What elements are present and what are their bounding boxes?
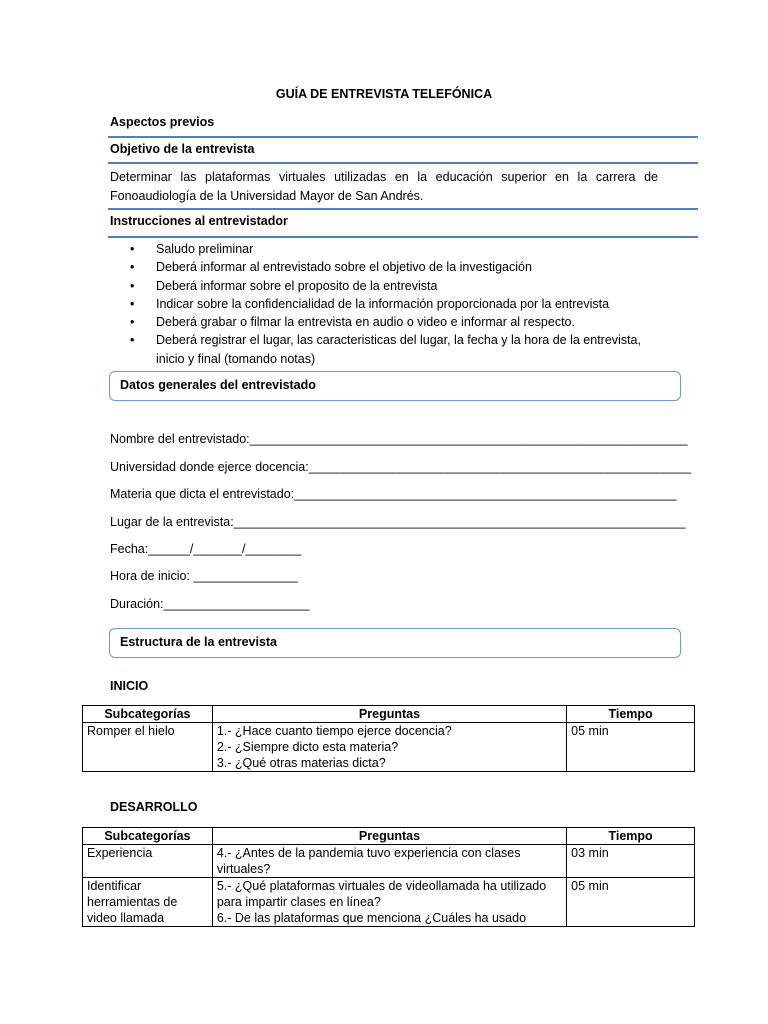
list-item-text: Deberá registrar el lugar, las caracteristicas del lugar, la fecha y la hora de la entrevista, inicio y final (tomando notas) (156, 333, 641, 366)
cell-subcategoria: Experiencia (83, 845, 213, 878)
pregunta: 1.- ¿Hace cuanto tiempo ejerce docencia? (216, 724, 452, 738)
estructura-heading: Estructura de la entrevista (120, 635, 278, 649)
list-item (110, 240, 670, 258)
cell-preguntas (212, 845, 566, 878)
list-item-text: Saludo preliminar (156, 242, 254, 256)
inicio-table (82, 705, 695, 772)
cell-tiempo: 05 min (567, 878, 695, 927)
objetivo-text: Determinar las plataformas virtuales utilizadas en la educación superior en la carrera de Fonoaudiología de la Universidad Mayor de San Andrés. (110, 170, 658, 203)
list-item-text: Deberá informar sobre el proposito de la entrevista (156, 278, 438, 293)
pregunta: 2.- ¿Siempre dicto esta materia? (216, 740, 399, 754)
table-header-row (83, 706, 695, 723)
objetivo-heading: Objetivo de la entrevista (110, 142, 255, 156)
cell-tiempo: 03 min (567, 845, 695, 878)
aspectos-previos-heading: Aspectos previos (110, 115, 215, 129)
header-tiempo: Tiempo (567, 706, 695, 723)
desarrollo-heading: DESARROLLO (110, 800, 198, 814)
header-tiempo: Tiempo (567, 828, 695, 845)
cell-subcategoria: Romper el hielo (83, 723, 213, 772)
header-subcategorias: Subcategorías (83, 706, 213, 723)
list-item (110, 295, 670, 313)
inicio-heading: INICIO (110, 679, 149, 693)
pregunta: 4.- ¿Antes de la pandemia tuvo experiencia con clases virtuales? (216, 846, 521, 876)
document-title: GUÍA DE ENTREVISTA TELEFÓNICA (275, 87, 493, 101)
field-fecha[interactable]: Fecha:______/_______/________ (110, 542, 302, 556)
bullet-icon: • (130, 260, 135, 275)
divider (108, 136, 698, 138)
field-lugar[interactable]: Lugar de la entrevista:_________________________________________________________________ (110, 515, 686, 529)
datos-generales-box (109, 371, 681, 401)
list-item-text: Deberá informar al entrevistado sobre el objetivo de la investigación (156, 260, 532, 275)
field-nombre[interactable]: Nombre del entrevistado:_______________________________________________________________ (110, 432, 688, 446)
field-duracion[interactable]: Duración:_____________________ (110, 597, 310, 611)
list-item-text: Deberá grabar o filmar la entrevista en audio o video e informar al respecto. (156, 315, 575, 330)
desarrollo-table (82, 827, 695, 927)
field-universidad[interactable]: Universidad donde ejerce docencia:_______________________________________________________ (110, 460, 692, 474)
bullet-icon: • (130, 296, 135, 311)
field-hora-inicio[interactable]: Hora de inicio: _______________ (110, 569, 298, 583)
cell-preguntas (212, 878, 566, 927)
estructura-box (109, 628, 681, 658)
instrucciones-list (110, 240, 670, 368)
field-materia[interactable]: Materia que dicta el entrevistado:_______________________________________________________ (110, 487, 677, 501)
bullet-icon: • (130, 242, 135, 256)
table-row (83, 845, 695, 878)
header-preguntas: Preguntas (212, 706, 566, 723)
header-subcategorias: Subcategorías (83, 828, 213, 845)
divider (108, 162, 698, 164)
list-item (110, 313, 670, 331)
pregunta: 3.- ¿Qué otras materias dicta? (216, 756, 386, 770)
cell-tiempo: 05 min (567, 723, 695, 772)
bullet-icon: • (130, 333, 135, 348)
list-item-text: Indicar sobre la confidencialidad de la información proporcionada por la entrevista (156, 296, 610, 311)
cell-subcategoria: Identificar herramientas de video llamada (83, 878, 213, 927)
table-row (83, 878, 695, 927)
bullet-icon: • (130, 278, 135, 293)
instrucciones-heading: Instrucciones al entrevistador (110, 214, 288, 228)
table-row (83, 723, 695, 772)
divider (108, 236, 698, 238)
divider (108, 208, 698, 210)
bullet-icon: • (130, 315, 135, 330)
table-header-row (83, 828, 695, 845)
list-item (110, 331, 670, 368)
cell-preguntas (212, 723, 566, 772)
list-item (110, 277, 670, 295)
pregunta: 5.- ¿Qué plataformas virtuales de videollamada ha utilizado para impartir clases en línea? (216, 879, 547, 909)
list-item (110, 258, 670, 276)
datos-generales-heading: Datos generales del entrevistado (120, 378, 316, 392)
pregunta: 6.- De las plataformas que menciona ¿Cuáles ha usado (216, 911, 527, 925)
header-preguntas: Preguntas (212, 828, 566, 845)
